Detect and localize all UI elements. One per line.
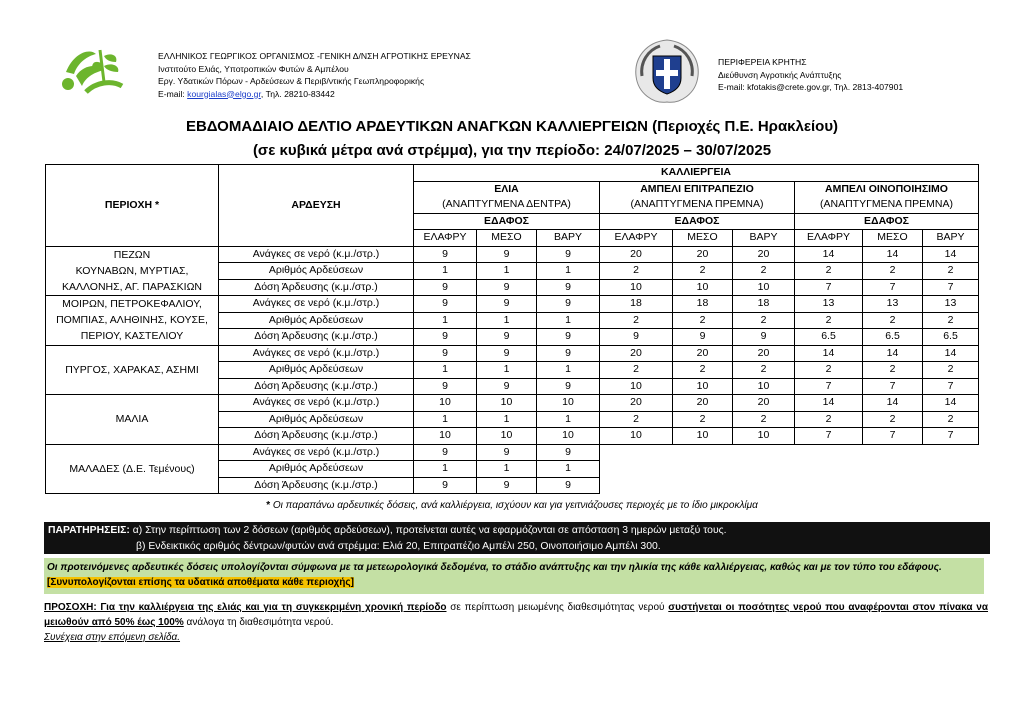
- value-cell: 20: [673, 246, 733, 263]
- value-cell: 2: [923, 263, 979, 280]
- org-left-line: Εργ. Υδατικών Πόρων - Αρδεύσεων & Περιβ/ντικής Γεωπληροφορικής: [158, 76, 425, 86]
- value-cell: 2: [795, 312, 863, 329]
- value-cell: 1: [414, 461, 477, 478]
- soil-type: ΜΕΣΟ: [673, 230, 733, 247]
- value-cell: 10: [733, 279, 795, 296]
- empty-cell: [673, 477, 733, 494]
- org-right-line: ΠΕΡΙΦΕΡΕΙΑ ΚΡΗΤΗΣ: [718, 57, 807, 67]
- value-cell: 9: [477, 279, 537, 296]
- value-cell: 10: [414, 428, 477, 445]
- value-cell: 9: [537, 378, 600, 395]
- value-cell: 10: [673, 378, 733, 395]
- attention-mid: σε περίπτωση μειωμένης διαθεσιμότητας νερού: [446, 602, 669, 613]
- calculation-note-highlight: [Συνυπολογίζονται επίσης τα υδατικά αποθέματα κάθε περιοχής]: [47, 577, 354, 588]
- email-link[interactable]: kourgialas@elgo.gr: [187, 88, 261, 99]
- value-cell: 20: [673, 395, 733, 412]
- empty-cell: [733, 461, 795, 478]
- value-cell: 2: [795, 362, 863, 379]
- soil-label: ΕΔΑΦΟΣ: [795, 213, 979, 230]
- value-cell: 2: [795, 263, 863, 280]
- value-cell: 6.5: [795, 329, 863, 346]
- footnote-text: Οι παραπάνω αρδευτικές δόσεις, ανά καλλιέργεια, ισχύουν και για γειτνιάζουσες περιοχές με το ίδιο μικροκλίμα: [270, 500, 758, 511]
- value-cell: 20: [733, 395, 795, 412]
- value-cell: 20: [733, 246, 795, 263]
- soil-type: ΒΑΡΥ: [537, 230, 600, 247]
- value-cell: 2: [673, 411, 733, 428]
- value-cell: 2: [673, 263, 733, 280]
- value-cell: 9: [537, 296, 600, 313]
- value-cell: 20: [600, 246, 673, 263]
- soil-type: ΜΕΣΟ: [477, 230, 537, 247]
- value-cell: 14: [795, 395, 863, 412]
- region-name: ΠΕΖΩΝ ΚΟΥΝΑΒΩΝ, ΜΥΡΤΙΑΣ, ΚΑΛΛΟΝΗΣ, ΑΓ. ΠΑΡΑΣΚΙΩΝ: [46, 246, 219, 296]
- value-cell: 7: [863, 378, 923, 395]
- empty-cell: [795, 461, 863, 478]
- soil-type: ΕΛΑΦΡΥ: [414, 230, 477, 247]
- value-cell: 9: [414, 329, 477, 346]
- value-cell: 1: [477, 411, 537, 428]
- value-cell: 2: [600, 411, 673, 428]
- value-cell: 2: [923, 411, 979, 428]
- value-cell: 2: [863, 362, 923, 379]
- value-cell: 7: [923, 428, 979, 445]
- value-cell: 9: [414, 444, 477, 461]
- irrigation-label: Δόση Άρδευσης (κ.μ./στρ.): [219, 477, 414, 494]
- calculation-note-text: Οι προτεινόμενες αρδευτικές δόσεις υπολογίζονται σύμφωνα με τα μετεωρολογικά δεδομένα, το στάδιο ανάπτυξης και την ηλικία της κάθε καλλιέργειας, καθώς και με τον τύπο του εδάφους.: [47, 562, 942, 573]
- value-cell: 9: [414, 345, 477, 362]
- table-row: [46, 296, 979, 313]
- soil-label: ΕΔΑΦΟΣ: [414, 213, 600, 230]
- value-cell: 9: [537, 477, 600, 494]
- empty-cell: [673, 444, 733, 461]
- empty-cell: [600, 444, 673, 461]
- empty-cell: [923, 477, 979, 494]
- empty-cell: [673, 461, 733, 478]
- value-cell: 10: [414, 395, 477, 412]
- value-cell: 9: [477, 296, 537, 313]
- observation-line-b: β) Ενδεικτικός αριθμός δέντρων/φυτών ανά στρέμμα: Ελιά 20, Επιτραπέζιο Αμπέλι 250, Οινοποιήσιμο Αμπέλι 300.: [136, 541, 661, 552]
- value-cell: 2: [863, 312, 923, 329]
- observations-box: [44, 522, 990, 554]
- value-cell: 20: [733, 345, 795, 362]
- value-cell: 13: [863, 296, 923, 313]
- attention-end: ανάλογα τη διαθεσιμότητα νερού.: [183, 617, 334, 628]
- value-cell: 7: [795, 428, 863, 445]
- value-cell: 9: [414, 279, 477, 296]
- irrigation-label: Δόση Άρδευσης (κ.μ./στρ.): [219, 428, 414, 445]
- value-cell: 2: [673, 362, 733, 379]
- value-cell: 14: [923, 246, 979, 263]
- value-cell: 14: [923, 345, 979, 362]
- irrigation-label: Ανάγκες σε νερό (κ.μ./στρ.): [219, 345, 414, 362]
- value-cell: 10: [733, 428, 795, 445]
- value-cell: 20: [600, 395, 673, 412]
- header-region: ΠΕΡΙΟΧΗ *: [46, 165, 219, 247]
- greek-coat-of-arms-icon: [628, 36, 706, 106]
- value-cell: 18: [600, 296, 673, 313]
- value-cell: 9: [414, 477, 477, 494]
- value-cell: 9: [537, 444, 600, 461]
- value-cell: 10: [673, 279, 733, 296]
- value-cell: 1: [477, 263, 537, 280]
- empty-cell: [795, 477, 863, 494]
- soil-type: ΒΑΡΥ: [733, 230, 795, 247]
- phone-text: , Τηλ. 28210-83442: [260, 88, 335, 99]
- header-crops: ΚΑΛΛΙΕΡΓΕΙΑ: [414, 165, 979, 182]
- irrigation-label: Δόση Άρδευσης (κ.μ./στρ.): [219, 329, 414, 346]
- attention-note: [44, 600, 988, 630]
- irrigation-label: Αριθμός Αρδεύσεων: [219, 411, 414, 428]
- irrigation-label: Ανάγκες σε νερό (κ.μ./στρ.): [219, 395, 414, 412]
- empty-cell: [923, 461, 979, 478]
- email-prefix: E-mail:: [158, 88, 188, 99]
- irrigation-label: Ανάγκες σε νερό (κ.μ./στρ.): [219, 246, 414, 263]
- value-cell: 2: [863, 411, 923, 428]
- empty-cell: [863, 444, 923, 461]
- value-cell: 10: [600, 428, 673, 445]
- crop-name: ΑΜΠΕΛΙ ΕΠΙΤΡΑΠΕΖΙΟ: [600, 181, 795, 197]
- header-irrigation: ΑΡΔΕΥΣΗ: [219, 165, 414, 247]
- value-cell: 14: [795, 246, 863, 263]
- value-cell: 14: [863, 246, 923, 263]
- value-cell: 20: [673, 345, 733, 362]
- value-cell: 10: [673, 428, 733, 445]
- value-cell: 10: [537, 395, 600, 412]
- value-cell: 14: [923, 395, 979, 412]
- value-cell: 18: [733, 296, 795, 313]
- value-cell: 7: [863, 428, 923, 445]
- empty-cell: [733, 477, 795, 494]
- irrigation-label: Ανάγκες σε νερό (κ.μ./στρ.): [219, 296, 414, 313]
- table-row: [46, 345, 979, 362]
- value-cell: 1: [537, 362, 600, 379]
- org-left-info: [158, 50, 471, 100]
- region-name: ΜΟΙΡΩΝ, ΠΕΤΡΟΚΕΦΑΛΙΟΥ, ΠΟΜΠΙΑΣ, ΑΛΗΘΙΝΗΣ, ΚΟΥΣΕ, ΠΕΡΙΟΥ, ΚΑΣΤΕΛΙΟΥ: [46, 296, 219, 346]
- value-cell: 9: [600, 329, 673, 346]
- value-cell: 9: [477, 329, 537, 346]
- irrigation-label: Ανάγκες σε νερό (κ.μ./στρ.): [219, 444, 414, 461]
- crop-subtitle: (ΑΝΑΠΤΥΓΜΕΝΑ ΔΕΝΤΡΑ): [414, 197, 600, 213]
- value-cell: 2: [600, 263, 673, 280]
- value-cell: 2: [733, 362, 795, 379]
- org-right-info: [718, 56, 903, 94]
- irrigation-label: Δόση Άρδευσης (κ.μ./στρ.): [219, 279, 414, 296]
- observation-a-text: α) Στην περίπτωση των 2 δόσεων (αριθμός αρδεύσεων), προτείνεται αυτές να εφαρμόζονται σε απόσταση 3 ημερών μεταξύ τους.: [129, 525, 727, 536]
- value-cell: 13: [795, 296, 863, 313]
- attention-emphasis: συστήνεται οι ποσότητες νερού που αναφέρονται στον πίνακα να μειωθούν από 50% έως 100%: [44, 602, 989, 628]
- org-left-contact: [158, 88, 471, 101]
- value-cell: 1: [537, 312, 600, 329]
- value-cell: 13: [923, 296, 979, 313]
- value-cell: 2: [733, 411, 795, 428]
- crop-subtitle: (ΑΝΑΠΤΥΓΜΕΝΑ ΠΡΕΜΝΑ): [600, 197, 795, 213]
- observations-label: ΠΑΡΑΤΗΡΗΣΕΙΣ:: [48, 525, 130, 536]
- value-cell: 9: [414, 378, 477, 395]
- value-cell: 1: [477, 312, 537, 329]
- value-cell: 9: [733, 329, 795, 346]
- region-name: ΜΑΛΙΑ: [46, 395, 219, 445]
- empty-cell: [600, 477, 673, 494]
- value-cell: 10: [477, 428, 537, 445]
- value-cell: 2: [673, 312, 733, 329]
- soil-type: ΕΛΑΦΡΥ: [600, 230, 673, 247]
- value-cell: 9: [537, 246, 600, 263]
- value-cell: 7: [863, 279, 923, 296]
- footnote-star: *: [266, 500, 271, 511]
- irrigation-label: Αριθμός Αρδεύσεων: [219, 362, 414, 379]
- value-cell: 1: [414, 362, 477, 379]
- value-cell: 7: [795, 378, 863, 395]
- org-right-line: Διεύθυνση Αγροτικής Ανάπτυξης: [718, 69, 842, 80]
- empty-cell: [795, 444, 863, 461]
- value-cell: 9: [673, 329, 733, 346]
- crop-name: ΑΜΠΕΛΙ ΟΙΝΟΠΟΙΗΣΙΜΟ: [795, 181, 979, 197]
- value-cell: 18: [673, 296, 733, 313]
- value-cell: 10: [600, 378, 673, 395]
- value-cell: 10: [477, 395, 537, 412]
- page-header: [46, 36, 996, 106]
- value-cell: 10: [537, 428, 600, 445]
- org-left-line: ΕΛΛΗΝΙΚΟΣ ΓΕΩΡΓΙΚΟΣ ΟΡΓΑΝΙΣΜΟΣ -ΓΕΝΙΚΗ Δ/ΝΣΗ ΑΓΡΟΤΙΚΗΣ ΕΡΕΥΝΑΣ: [158, 51, 471, 61]
- elgo-logo-icon: [56, 42, 134, 102]
- value-cell: 7: [923, 378, 979, 395]
- value-cell: 9: [537, 345, 600, 362]
- attention-lead: ΠΡΟΣΟΧΗ: Για την καλλιέργεια της ελιάς και για τη συγκεκριμένη χρονική περίοδο: [44, 602, 447, 613]
- value-cell: 2: [600, 362, 673, 379]
- value-cell: 6.5: [863, 329, 923, 346]
- value-cell: 20: [600, 345, 673, 362]
- value-cell: 9: [537, 279, 600, 296]
- value-cell: 10: [600, 279, 673, 296]
- value-cell: 2: [863, 263, 923, 280]
- table-row: [46, 395, 979, 412]
- crop-name: ΕΛΙΑ: [414, 181, 600, 197]
- value-cell: 1: [414, 263, 477, 280]
- value-cell: 1: [414, 312, 477, 329]
- value-cell: 9: [414, 296, 477, 313]
- value-cell: 1: [477, 461, 537, 478]
- soil-type: ΕΛΑΦΡΥ: [795, 230, 863, 247]
- irrigation-label: Αριθμός Αρδεύσεων: [219, 461, 414, 478]
- value-cell: 9: [477, 444, 537, 461]
- value-cell: 9: [477, 246, 537, 263]
- value-cell: 2: [733, 263, 795, 280]
- value-cell: 9: [477, 378, 537, 395]
- empty-cell: [923, 444, 979, 461]
- table-footnote: [0, 500, 1024, 511]
- value-cell: 14: [863, 395, 923, 412]
- value-cell: 1: [414, 411, 477, 428]
- empty-cell: [863, 461, 923, 478]
- empty-cell: [863, 477, 923, 494]
- empty-cell: [600, 461, 673, 478]
- value-cell: 2: [733, 312, 795, 329]
- value-cell: 7: [923, 279, 979, 296]
- irrigation-table: [45, 164, 979, 494]
- value-cell: 1: [477, 362, 537, 379]
- value-cell: 6.5: [923, 329, 979, 346]
- value-cell: 2: [923, 312, 979, 329]
- value-cell: 1: [537, 263, 600, 280]
- org-left-line: Ινστιτούτο Ελιάς, Υποτροπικών Φυτών & Αμπέλου: [158, 63, 349, 74]
- document-subtitle: (σε κυβικά μέτρα ανά στρέμμα), για την περίοδο: 24/07/2025 – 30/07/2025: [252, 142, 772, 159]
- observation-line-a: [48, 525, 727, 536]
- crop-subtitle: (ΑΝΑΠΤΥΓΜΕΝΑ ΠΡΕΜΝΑ): [795, 197, 979, 213]
- irrigation-label: Αριθμός Αρδεύσεων: [219, 263, 414, 280]
- value-cell: 2: [795, 411, 863, 428]
- org-right-line: E-mail: kfotakis@crete.gov.gr, Τηλ. 2813-407901: [718, 82, 904, 92]
- value-cell: 1: [537, 461, 600, 478]
- irrigation-label: Δόση Άρδευσης (κ.μ./στρ.): [219, 378, 414, 395]
- value-cell: 9: [414, 246, 477, 263]
- value-cell: 9: [477, 345, 537, 362]
- region-name: ΠΥΡΓΟΣ, ΧΑΡΑΚΑΣ, ΑΣΗΜΙ: [46, 345, 219, 395]
- value-cell: 7: [795, 279, 863, 296]
- value-cell: 9: [477, 477, 537, 494]
- calculation-note: [44, 558, 984, 594]
- value-cell: 14: [863, 345, 923, 362]
- document-title: ΕΒΔΟΜΑΔΙΑΙΟ ΔΕΛΤΙΟ ΑΡΔΕΥΤΙΚΩΝ ΑΝΑΓΚΩΝ ΚΑΛΛΙΕΡΓΕΙΩΝ (Περιοχές Π.Ε. Ηρακλείου): [185, 118, 839, 135]
- value-cell: 10: [733, 378, 795, 395]
- value-cell: 14: [795, 345, 863, 362]
- soil-label: ΕΔΑΦΟΣ: [600, 213, 795, 230]
- value-cell: 9: [537, 329, 600, 346]
- soil-type: ΜΕΣΟ: [863, 230, 923, 247]
- value-cell: 1: [537, 411, 600, 428]
- empty-cell: [733, 444, 795, 461]
- value-cell: 2: [600, 312, 673, 329]
- table-row: [46, 444, 979, 461]
- region-name: ΜΑΛΑΔΕΣ (Δ.Ε. Τεμένους): [46, 444, 219, 494]
- continue-next-page: Συνέχεια στην επόμενη σελίδα.: [44, 632, 181, 643]
- value-cell: 2: [923, 362, 979, 379]
- table-row: [46, 246, 979, 263]
- irrigation-label: Αριθμός Αρδεύσεων: [219, 312, 414, 329]
- soil-type: ΒΑΡΥ: [923, 230, 979, 247]
